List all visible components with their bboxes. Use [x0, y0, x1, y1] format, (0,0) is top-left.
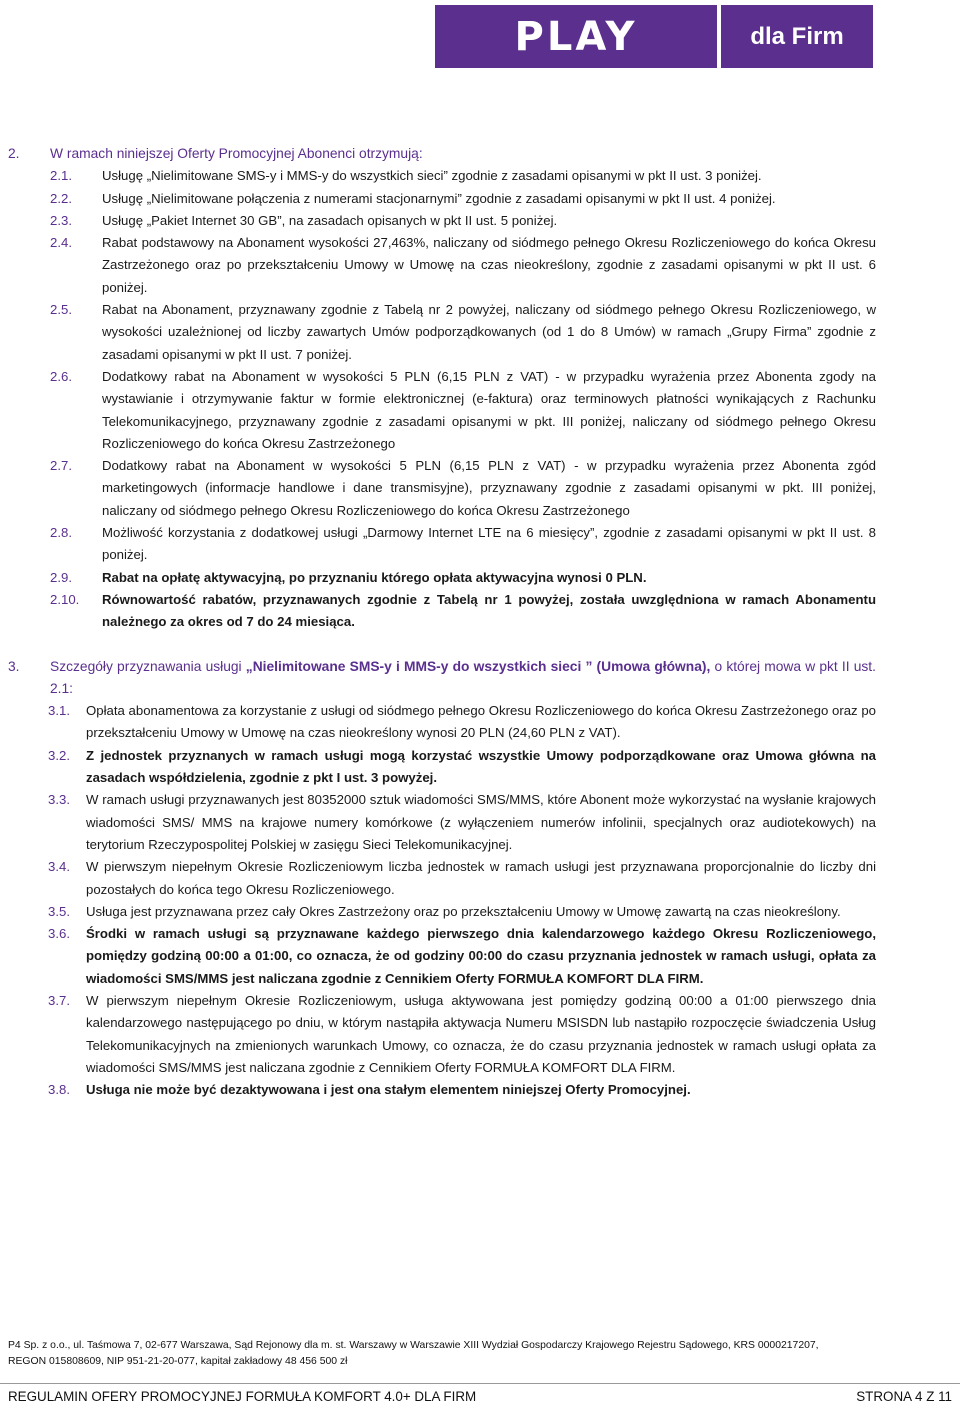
list-item: [8, 210, 876, 232]
section-title-post: o której mowa w pkt II ust. 2.1:: [50, 658, 876, 696]
list-item: [8, 188, 876, 210]
footer-divider: [0, 1383, 960, 1384]
document-title: REGULAMIN OFERY PROMOCYJNEJ FORMUŁA KOMFORT 4.0+ DLA FIRM: [8, 1389, 477, 1404]
item-text: W ramach usługi przyznawanych jest 80352000 sztuk wiadomości SMS/MMS, które Abonent może wykorzystać na wysłanie krajowych wiadomości SMS/ MMS na krajowe numery komórkowe (z wyłączeniem numerów infolinii, specjalnych oraz audiotekowych) na terytorium Rzeczypospolitej Polskiej w zasięgu Sieci Telekomunikacyjnej.: [86, 792, 876, 852]
list-item: [8, 990, 876, 1079]
item-number: 2.5.: [50, 302, 72, 318]
item-number: 3.1.: [48, 703, 70, 719]
item-text: W pierwszym niepełnym Okresie Rozliczeniowym, usługa aktywowana jest pomiędzy godziną 00:00 a 01:00 pierwszego dnia kalendarzowego następującego po dniu, w którym nastąpiła aktywacja Numeru MSISDN lub nastąpiło rozpoczęcie świadczenia Usług Telekomunikacyjnych na zmienionych warunkach Umowy, co oznacza, że do czasu przyznania jednostek w ramach usługi opłata za wiadomości SMS/MMS jest naliczana zgodnie z Cennikiem Oferty FORMUŁA KOMFORT DLA FIRM.: [86, 992, 876, 1075]
item-number: 2.4.: [50, 235, 72, 251]
item-number: 3.4.: [48, 859, 70, 875]
section-title: W ramach niniejszej Oferty Promocyjnej Abonenci otrzymują:: [50, 146, 423, 161]
section-2-heading: [8, 143, 876, 165]
item-text: Usługę „Nielimitowane połączenia z numerami stacjonarnymi” zgodnie z zasadami opisanymi w pkt II ust. 4 poniżej.: [102, 190, 776, 206]
item-number: 3.8.: [48, 1082, 70, 1098]
item-number: 2.10.: [50, 591, 80, 607]
company-info-line1: P4 Sp. z o.o., ul. Taśmowa 7, 02-677 Warszawa, Sąd Rejonowy dla m. st. Warszawy w Warszawie XIII Wydział Gospodarczy Krajowego Rejestru Sądowego, KRS 0000217207,: [8, 1340, 819, 1351]
item-number: 2.6.: [50, 368, 72, 384]
item-text: Możliwość korzystania z dodatkowej usługi „Darmowy Internet LTE na 6 miesięcy”, zgodnie z zasadami opisanymi w pkt II ust. 8 poniżej.: [102, 525, 876, 563]
item-text: Środki w ramach usługi są przyznawane każdego pierwszego dnia kalendarzowego każdego Okresu Rozliczeniowego, pomiędzy godziną 00:00 a 01:00, co oznacza, że od godziny 00:00 do czasu przyznania jednostek w ramach usługi, opłata za wiadomości SMS/MMS jest naliczana zgodnie z Cennikiem Oferty FORMUŁA KOMFORT DLA FIRM.: [86, 926, 876, 986]
list-item: [8, 589, 876, 634]
item-text: Z jednostek przyznanych w ramach usługi mogą korzystać wszystkie Umowy podporządkowane oraz Umowa główna na zasadach współdzielenia, zgodnie z pkt I ust. 3 powyżej.: [86, 747, 876, 786]
list-item: [8, 366, 876, 455]
section-number: 3.: [8, 658, 20, 674]
item-text: Opłata abonamentowa za korzystanie z usługi od siódmego pełnego Okresu Rozliczeniowego do końca Okresu Zastrzeżonego oraz po przekształceniu Umowy w Umowę na czas nieokreślony wynosi 20 PLN (24,60 PLN z VAT).: [86, 703, 876, 741]
item-number: 2.2.: [50, 190, 72, 206]
list-item: [8, 901, 876, 923]
list-item: [8, 232, 876, 299]
item-text: Dodatkowy rabat na Abonament w wysokości 5 PLN (6,15 PLN z VAT) - w przypadku wyrażenia przez Abonenta zgód marketingowych (informacje handlowe i dane transmisyjne), przyznawany zgodnie z zasadami opisanymi w pkt. III poniżej, naliczany od siódmego pełnego Okresu Rozliczeniowego do końca Okresu Zastrzeżonego: [102, 458, 876, 518]
item-number: 2.9.: [50, 569, 72, 585]
item-number: 2.3.: [50, 212, 72, 228]
list-item: [8, 567, 876, 589]
item-text: Dodatkowy rabat na Abonament w wysokości 5 PLN (6,15 PLN z VAT) - w przypadku wyrażenia przez Abonenta zgody na wystawianie i otrzymywanie faktur w formie elektronicznej (e-faktura) oraz terminowych płatności wynikających z Rachunku Telekomunikacyjnego, przyznawany zgodnie z zasadami opisanymi w pkt. III poniżej, naliczany od siódmego pełnego Okresu Rozliczeniowego do końca Okresu Zastrzeżonego: [102, 368, 876, 451]
list-item: [8, 522, 876, 567]
item-text: Usługa jest przyznawana przez cały Okres Zastrzeżony oraz po przekształceniu Umowy w Umowę zawartą na czas nieokreślony.: [86, 903, 841, 919]
company-info-line2: REGON 015808609, NIP 951-21-20-077, kapitał zakładowy 48 456 500 zł: [8, 1356, 348, 1367]
item-text: Równowartość rabatów, przyznawanych zgodnie z Tabelą nr 1 powyżej, została uwzględniona w ramach Abonamentu należnego za okres od 7 do 24 miesiąca.: [102, 591, 876, 630]
item-number: 3.7.: [48, 992, 70, 1008]
item-number: 3.3.: [48, 792, 70, 808]
item-text: W pierwszym niepełnym Okresie Rozliczeniowym liczba jednostek w ramach usługi jest przyznawana proporcjonalnie do liczby dni pozostałych do końca tego Okresu Rozliczeniowego.: [86, 859, 876, 897]
item-text: Rabat podstawowy na Abonament wysokości 27,463%, naliczany od siódmego pełnego Okresu Rozliczeniowego do końca Okresu Zastrzeżonego oraz po przekształceniu Umowy w Umowę na czas nieokreślony, zgodnie z zasadami opisanymi w pkt II ust. 6 poniżej.: [102, 235, 876, 295]
item-number: 3.2.: [48, 747, 70, 763]
item-text: Rabat na opłatę aktywacyjną, po przyznaniu którego opłata aktywacyjna wynosi 0 PLN.: [102, 569, 647, 585]
play-logo-text: PLAY: [514, 13, 638, 60]
section-number: 2.: [8, 146, 20, 161]
section-3-heading: [8, 656, 876, 701]
list-item: [8, 789, 876, 856]
list-item: [8, 745, 876, 790]
list-item: [8, 700, 876, 745]
item-text: Usługę „Pakiet Internet 30 GB”, na zasadach opisanych w pkt II ust. 5 poniżej.: [102, 212, 558, 228]
list-item: [8, 299, 876, 366]
section-title: [50, 656, 876, 701]
list-item: [8, 923, 876, 990]
document-body: [8, 143, 876, 1101]
list-item: [8, 165, 876, 187]
item-number: 3.6.: [48, 926, 70, 942]
section-title-pre: Szczegóły przyznawania usługi: [50, 658, 242, 674]
page-footer: [8, 1389, 952, 1404]
item-text: Usługa nie może być dezaktywowana i jest ona stałym elementem niniejszej Oferty Promocyjnej.: [86, 1082, 691, 1098]
list-item: [8, 856, 876, 901]
item-number: 2.1.: [50, 168, 72, 184]
play-logo: [435, 5, 717, 68]
spacer: [8, 634, 876, 656]
dla-firm-logo: [721, 5, 873, 68]
item-number: 3.5.: [48, 903, 70, 919]
list-item: [8, 1079, 876, 1101]
section-title-highlight: „Nielimitowane SMS-y i MMS-y do wszystkich sieci ” (Umowa główna),: [245, 658, 711, 674]
item-text: Usługę „Nielimitowane SMS-y i MMS-y do wszystkich sieci” zgodnie z zasadami opisanymi w pkt II ust. 3 poniżej.: [102, 168, 762, 184]
dla-firm-logo-text: dla Firm: [750, 22, 844, 50]
item-number: 2.7.: [50, 458, 72, 474]
item-text: Rabat na Abonament, przyznawany zgodnie z Tabelą nr 2 powyżej, naliczany od siódmego pełnego Okresu Rozliczeniowego, w wysokości uzależnionej od liczby zawartych Umów podporządkowanych (od 1 do 8 Umów) w ramach „Grupy Firma” zgodnie z zasadami opisanymi w pkt II ust. 7 poniżej.: [102, 302, 876, 362]
list-item: [8, 455, 876, 522]
page-number: STRONA 4 Z 11: [856, 1389, 952, 1404]
company-info: [8, 1338, 888, 1370]
item-number: 2.8.: [50, 525, 72, 541]
